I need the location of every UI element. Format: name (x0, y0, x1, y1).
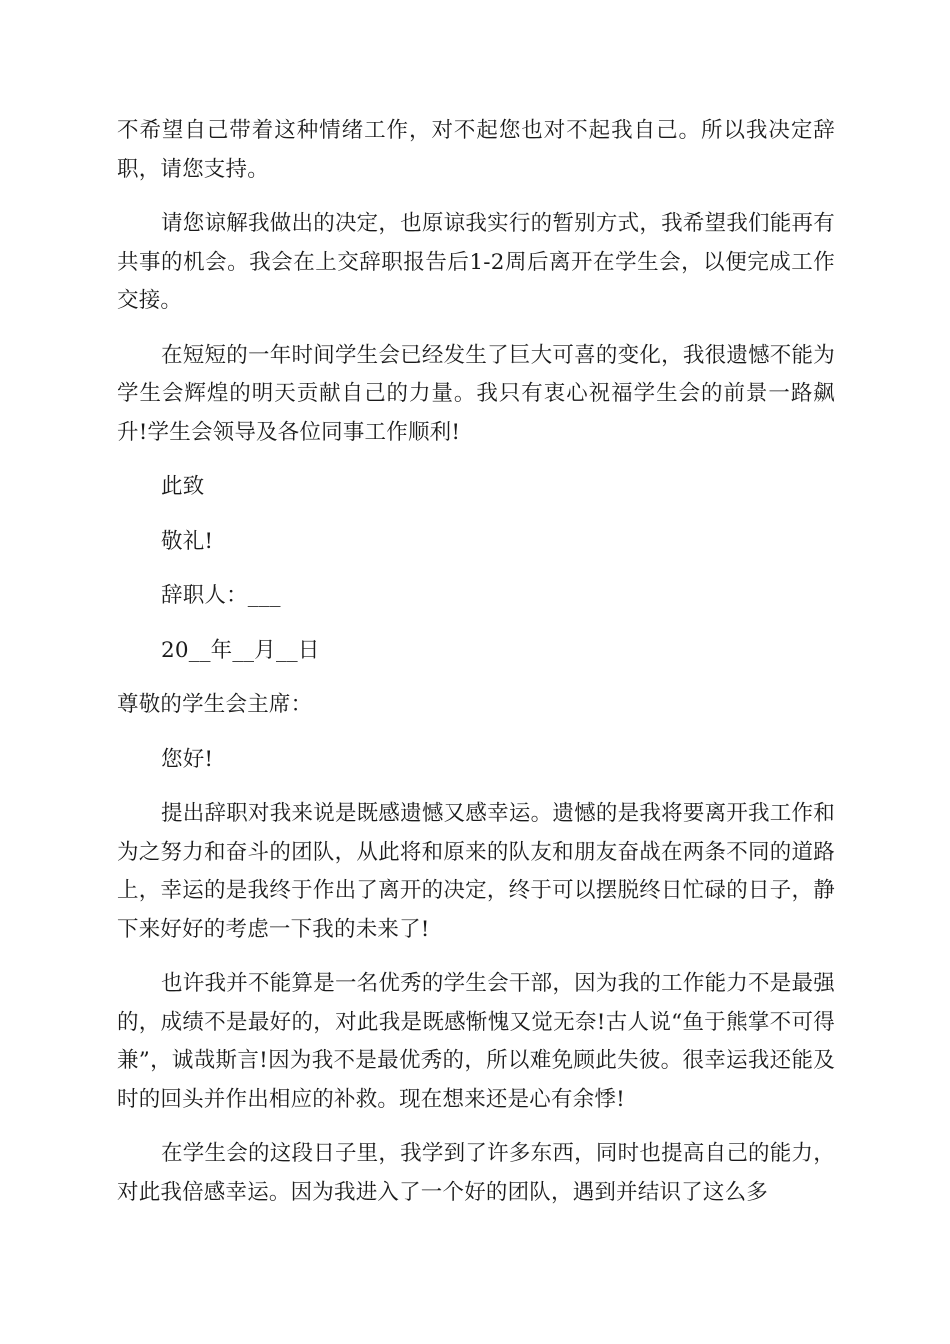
closing-salutation: 此致 (161, 474, 205, 499)
paragraph-continuation: 不希望自己带着这种情绪工作，对不起您也对不起我自己。所以我决定辞职，请您支持。 (117, 118, 835, 182)
paragraph-resignation-feelings: 提出辞职对我来说是既感遗憾又感幸运。遗憾的是我将要离开我工作和为之努力和奋斗的团队，从此将和原来的队友和朋友奋战在两条不同的道路上，幸运的是我终于作出了离开的决定，终于可以摆脱终日忙碌的日子，静下来好好的考虑一下我的未来了! (117, 801, 835, 942)
paragraph-wishes: 在短短的一年时间学生会已经发生了巨大可喜的变化，我很遗憾不能为学生会辉煌的明天贡献自己的力量。我只有衷心祝福学生会的前景一路飙升!学生会领导及各位同事工作顺利! (117, 342, 835, 445)
paragraph-apology: 请您谅解我做出的决定，也原谅我实行的暂别方式，我希望我们能再有共事的机会。我会在上交辞职报告后1-2周后离开在学生会，以便完成工作交接。 (117, 211, 835, 313)
closing-respect: 敬礼! (161, 528, 214, 554)
paragraph-gains: 在学生会的这段日子里，我学到了许多东西，同时也提高自己的能力，对此我倍感幸运。因为我进入了一个好的团队，遇到并结识了这么多 (117, 1141, 835, 1205)
signature-line: 辞职人：___ (161, 583, 281, 608)
document-body (117, 112, 835, 1228)
greeting: 您好! (161, 746, 214, 772)
recipient-heading: 尊敬的学生会主席： (117, 692, 313, 717)
paragraph-self-reflection: 也许我并不能算是一名优秀的学生会干部，因为我的工作能力不是最强的，成绩不是最好的，对此我是既感惭愧又觉无奈!古人说“鱼于熊掌不可得兼”，诚哉斯言!因为我不是最优秀的，所以难免顾此失彼。很幸运我还能及时的回头并作出相应的补救。现在想来还是心有余悸! (117, 971, 835, 1112)
date-line: 20__年__月__日 (161, 637, 320, 663)
